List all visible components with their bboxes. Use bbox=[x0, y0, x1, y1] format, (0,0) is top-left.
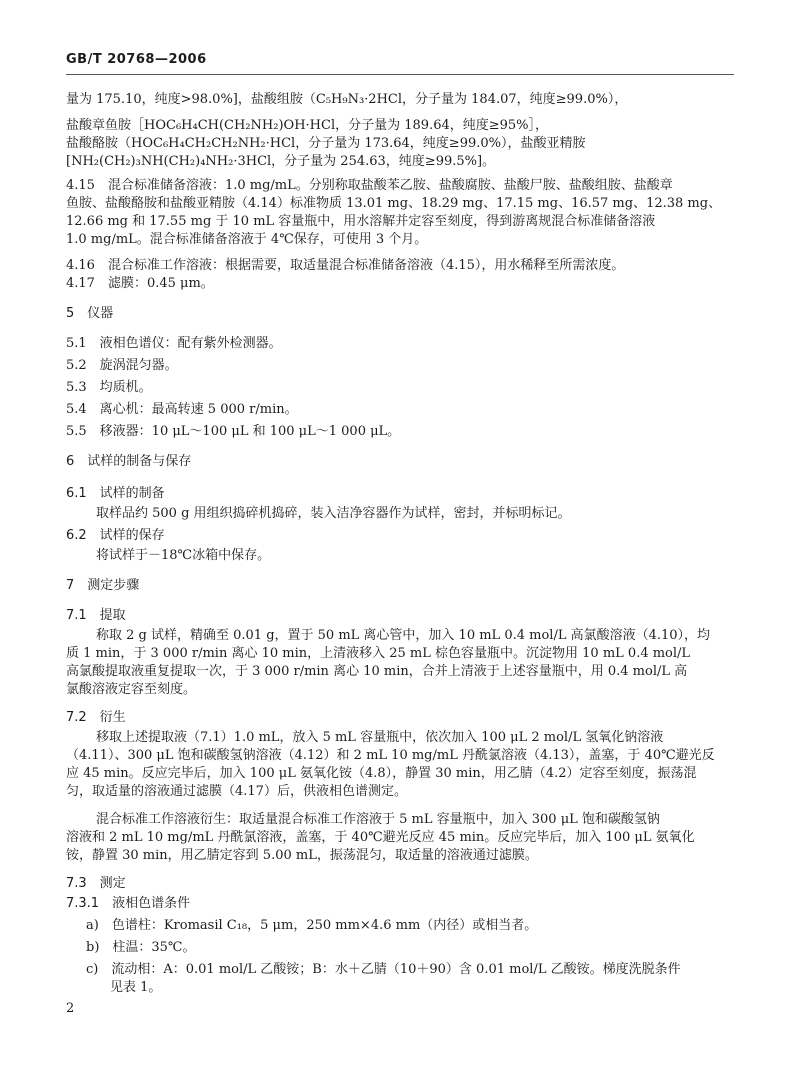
text-line: 见表 1。 bbox=[110, 980, 162, 995]
text-line: 盐酸酪胺（HOC₆H₄CH₂CH₂NH₂·HCl，分子量为 173.64，纯度≥99.0%），盐酸亚精胺 bbox=[66, 136, 586, 151]
text-line: 质 1 min，于 3 000 r/min 离心 10 min，上清液移入 25 mL 棕色容量瓶中。沉淀物用 10 mL 0.4 mol/L bbox=[66, 646, 691, 661]
text-line: 称取 2 g 试样，精确至 0.01 g，置于 50 mL 离心管中，加入 10 mL 0.4 mol/L 高氯酸溶液（4.10），均 bbox=[96, 628, 711, 643]
list-item-a: a) 色谱柱：Kromasil C₁₈，5 μm，250 mm×4.6 mm（内径）或相当者。 bbox=[86, 918, 538, 933]
text-line: [NH₂(CH₂)₃NH(CH₂)₄NH₂·3HCl，分子量为 254.63，纯度≥99.5%]。 bbox=[66, 154, 496, 169]
clause-7-3-1-heading: 7.3.1 液相色谱条件 bbox=[66, 896, 191, 911]
clause-6-1-heading: 6.1 试样的制备 bbox=[66, 486, 165, 501]
clause-5-1: 5.1 液相色谱仪：配有紫外检测器。 bbox=[66, 336, 282, 351]
text-line: 盐酸章鱼胺［HOC₆H₄CH(CH₂NH₂)OH·HCl，分子量为 189.64，纯度≥95%］， bbox=[66, 118, 549, 133]
text-line: 应 45 min。反应完毕后，加入 100 μL 氨氧化铵（4.8），静置 30 min，用乙腈（4.2）定容至刻度，振荡混 bbox=[66, 766, 697, 781]
section-6-heading: 6 试样的制备与保存 bbox=[66, 454, 192, 469]
text-line: 12.66 mg 和 17.55 mg 于 10 mL 容量瓶中，用水溶解并定容至刻度，得到游离规混合标准储备溶液 bbox=[66, 214, 656, 229]
text-line: 混合标准工作溶液衍生：取适量混合标准工作溶液于 5 mL 容量瓶中，加入 300 μL 饱和碳酸氢钠 bbox=[96, 812, 660, 827]
text-line: 铵，静置 30 min，用乙腈定容到 5.00 mL，振荡混匀，取适量的溶液通过滤膜。 bbox=[66, 848, 538, 863]
clause-4-17: 4.17 滤膜：0.45 μm。 bbox=[66, 276, 214, 291]
clause-5-5: 5.5 移液器：10 μL～100 μL 和 100 μL～1 000 μL。 bbox=[66, 424, 401, 439]
text-line: 取样品约 500 g 用组织捣碎机捣碎，装入洁净容器作为试样，密封，并标明标记。 bbox=[96, 506, 571, 521]
section-7-heading: 7 测定步骤 bbox=[66, 578, 140, 593]
clause-4-16: 4.16 混合标准工作溶液：根据需要，取适量混合标准储备溶液（4.15），用水稀释至所需浓度。 bbox=[66, 258, 625, 273]
text-line: 高氯酸提取液重复提取一次，于 3 000 r/min 离心 10 min，合并上清液于上述容量瓶中，用 0.4 mol/L 高 bbox=[66, 664, 688, 679]
clause-5-4: 5.4 离心机：最高转速 5 000 r/min。 bbox=[66, 402, 298, 417]
clause-5-2: 5.2 旋涡混匀器。 bbox=[66, 358, 178, 373]
list-item-b: b) 柱温：35℃。 bbox=[86, 940, 196, 955]
clause-6-2-heading: 6.2 试样的保存 bbox=[66, 528, 165, 543]
standard-code-header: GB/T 20768—2006 bbox=[66, 52, 207, 67]
text-line: 移取上述提取液（7.1）1.0 mL，放入 5 mL 容量瓶中，依次加入 100 μL 2 mol/L 氢氧化钠溶液 bbox=[96, 730, 664, 745]
text-line: 氯酸溶液定容至刻度。 bbox=[66, 682, 197, 697]
clause-7-2-heading: 7.2 衍生 bbox=[66, 710, 126, 725]
text-line: 将试样于－18℃冰箱中保存。 bbox=[96, 548, 271, 563]
text-line: 量为 175.10，纯度>98.0%]，盐酸组胺（C₅H₉N₃·2HCl，分子量为 184.07，纯度≥99.0%）， bbox=[66, 92, 628, 107]
text-line: 溶液和 2 mL 10 mg/mL 丹酰氯溶液，盖塞，于 40℃避光反应 45 min。反应完毕后，加入 100 μL 氨氧化 bbox=[66, 830, 695, 845]
clause-7-1-heading: 7.1 提取 bbox=[66, 608, 126, 623]
clause-7-3-heading: 7.3 测定 bbox=[66, 876, 126, 891]
page-number: 2 bbox=[66, 1001, 75, 1016]
text-line: 鱼胺、盐酸酪胺和盐酸亚精胺（4.14）标准物质 13.01 mg、18.29 mg、17.15 mg、16.57 mg、12.38 mg、 bbox=[66, 196, 722, 211]
text-line: （4.11）、300 μL 饱和碳酸氢钠溶液（4.12）和 2 mL 10 mg/mL 丹酰氯溶液（4.13），盖塞，于 40℃避光反 bbox=[66, 748, 715, 763]
section-5-heading: 5 仪器 bbox=[66, 306, 114, 321]
text-line: 1.0 mg/mL。混合标准储备溶液于 4℃保存，可使用 3 个月。 bbox=[66, 232, 428, 247]
list-item-c: c) 流动相：A：0.01 mol/L 乙酸铵；B：水＋乙腈（10＋90）含 0.01 mol/L 乙酸铵。梯度洗脱条件 bbox=[86, 962, 681, 977]
text-line: 匀，取适量的溶液通过滤膜（4.17）后，供液相色谱测定。 bbox=[66, 784, 407, 799]
clause-5-3: 5.3 均质机。 bbox=[66, 380, 152, 395]
header-rule bbox=[66, 74, 734, 75]
clause-4-15: 4.15 混合标准储备溶液：1.0 mg/mL。分别称取盐酸苯乙胺、盐酸腐胺、盐酸尸胺、盐酸组胺、盐酸章 bbox=[66, 178, 673, 193]
